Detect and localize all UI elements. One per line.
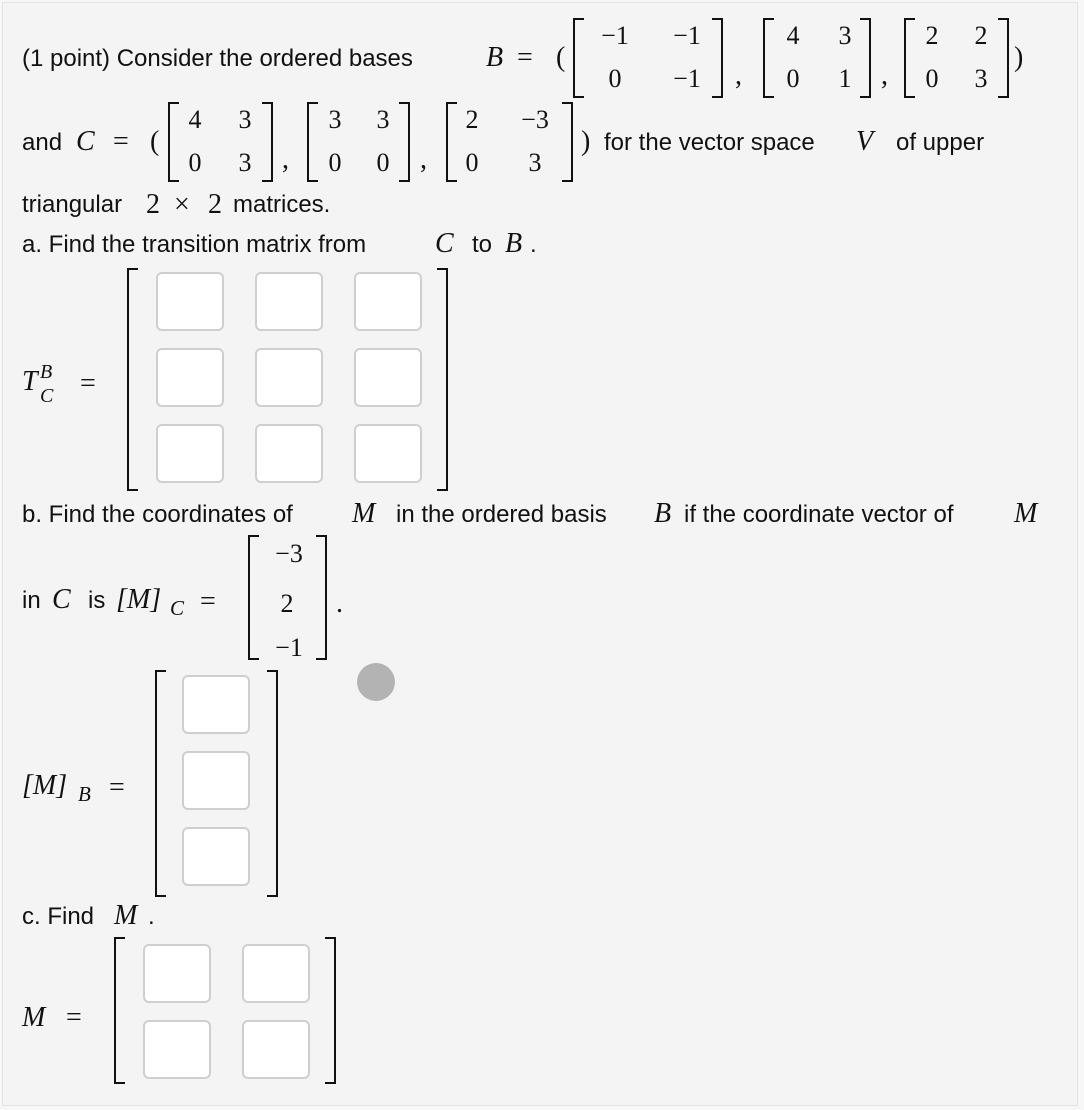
matrix-entry: 0 xyxy=(608,64,622,93)
part-b-m2: M xyxy=(1014,498,1038,529)
vector-entry: −3 xyxy=(275,539,303,568)
bracket-left xyxy=(763,18,774,98)
matrix-entry: 4 xyxy=(786,21,800,50)
vector-bracket-right xyxy=(316,535,327,660)
part-b-in: in xyxy=(22,587,41,614)
mb-cell-3[interactable] xyxy=(182,827,250,886)
part-b-basis: B xyxy=(654,498,672,529)
intro-line3: triangular xyxy=(22,191,123,218)
matrix-bracket-right xyxy=(325,937,336,1084)
transition-cell-1-1[interactable] xyxy=(156,272,224,331)
comma: , xyxy=(881,60,888,91)
m-cell-1-2[interactable] xyxy=(242,944,310,1003)
intro-matrices: matrices. xyxy=(233,191,331,218)
matrix-entry: 3 xyxy=(376,105,390,134)
basis-c-name: C xyxy=(76,126,95,157)
part-a-to: B xyxy=(505,228,523,259)
matrix-entry: 0 xyxy=(786,64,800,93)
bracket-right xyxy=(399,102,410,182)
left-paren: ( xyxy=(150,126,160,157)
intro-and: and xyxy=(22,129,63,156)
bracket-right xyxy=(712,18,723,98)
transition-cell-3-2[interactable] xyxy=(255,424,323,483)
status-indicator xyxy=(357,663,395,701)
transition-cell-2-1[interactable] xyxy=(156,348,224,407)
intro-prefix: (1 point) Consider the ordered bases xyxy=(22,45,413,72)
left-paren: ( xyxy=(556,42,566,73)
transition-cell-3-3[interactable] xyxy=(354,424,422,483)
comma: , xyxy=(735,60,742,91)
matrix-entry: 1 xyxy=(838,64,852,93)
transition-sup: B xyxy=(40,361,53,383)
matrix-bracket-left xyxy=(127,268,138,491)
transition-symbol: T xyxy=(22,366,38,397)
part-a-from: C xyxy=(435,228,454,259)
transition-cell-1-3[interactable] xyxy=(354,272,422,331)
bracket-right xyxy=(860,18,871,98)
m-lhs: M xyxy=(22,1002,46,1033)
mc-sub: C xyxy=(170,596,185,620)
part-a-end: . xyxy=(530,231,537,258)
part-c-end: . xyxy=(148,903,155,930)
matrix-bracket-left xyxy=(114,937,125,1084)
transition-cell-3-1[interactable] xyxy=(156,424,224,483)
vector-bracket-right xyxy=(267,670,278,897)
matrix-entry: −1 xyxy=(673,21,701,50)
matrix-entry: 0 xyxy=(925,64,939,93)
dim-b: 2 xyxy=(208,189,222,220)
space-name: V xyxy=(856,126,874,157)
part-b-tail: if the coordinate vector of xyxy=(684,501,954,528)
bracket-right xyxy=(562,102,573,182)
equals-sign: = xyxy=(200,586,216,617)
part-b-label: b. Find the coordinates of xyxy=(22,501,293,528)
matrix-entry: 3 xyxy=(528,148,542,177)
matrix-entry: −3 xyxy=(521,105,549,134)
bracket-left xyxy=(168,102,179,182)
mb-lhs: [M] xyxy=(22,770,68,801)
intro-of-upper: of upper xyxy=(896,129,985,156)
intro-suffix: for the vector space xyxy=(604,129,815,156)
matrix-entry: 0 xyxy=(465,148,479,177)
equals-sign: = xyxy=(517,42,533,73)
bracket-left xyxy=(573,18,584,98)
matrix-bracket-right xyxy=(437,268,448,491)
equals-sign: = xyxy=(80,368,96,399)
matrix-entry: 2 xyxy=(974,21,988,50)
matrix-entry: 2 xyxy=(465,105,479,134)
dim-a: 2 xyxy=(146,189,160,220)
matrix-entry: 4 xyxy=(188,105,202,134)
equals-sign: = xyxy=(66,1002,82,1033)
bracket-left xyxy=(307,102,318,182)
bracket-right xyxy=(998,18,1009,98)
part-b-c: C xyxy=(52,584,71,615)
mb-cell-1[interactable] xyxy=(182,675,250,734)
m-cell-2-2[interactable] xyxy=(242,1020,310,1079)
part-c-label: c. Find xyxy=(22,903,95,930)
right-paren: ) xyxy=(1014,42,1024,73)
vector-bracket-left xyxy=(248,535,259,660)
comma: , xyxy=(420,144,427,175)
right-paren: ) xyxy=(581,126,591,157)
part-a-to-word: to xyxy=(472,231,493,258)
matrix-entry: 0 xyxy=(188,148,202,177)
part-c-m: M xyxy=(114,900,138,931)
times-sign: × xyxy=(174,189,190,220)
part-b-m: M xyxy=(352,498,376,529)
bracket-right xyxy=(262,102,273,182)
part-a-label: a. Find the transition matrix from xyxy=(22,231,367,258)
bracket-left xyxy=(446,102,457,182)
mb-cell-2[interactable] xyxy=(182,751,250,810)
bracket-left xyxy=(904,18,915,98)
transition-cell-2-3[interactable] xyxy=(354,348,422,407)
comma: , xyxy=(282,144,289,175)
matrix-entry: 3 xyxy=(328,105,342,134)
matrix-entry: 3 xyxy=(238,148,252,177)
matrix-entry: 3 xyxy=(238,105,252,134)
matrix-entry: 0 xyxy=(376,148,390,177)
vector-entry: −1 xyxy=(275,633,303,662)
vector-entry: 2 xyxy=(280,589,294,618)
matrix-entry: −1 xyxy=(673,64,701,93)
period: . xyxy=(336,588,343,619)
matrix-entry: 0 xyxy=(328,148,342,177)
vector-bracket-left xyxy=(155,670,166,897)
transition-cell-2-2[interactable] xyxy=(255,348,323,407)
part-b-is: is xyxy=(88,587,106,614)
matrix-entry: 3 xyxy=(974,64,988,93)
m-cell-2-1[interactable] xyxy=(143,1020,211,1079)
matrix-entry: −1 xyxy=(601,21,629,50)
equals-sign: = xyxy=(113,126,129,157)
equals-sign: = xyxy=(109,772,125,803)
basis-b-name: B xyxy=(486,42,504,73)
mc-lhs: [M] xyxy=(116,584,162,615)
mb-sub: B xyxy=(78,782,91,806)
transition-cell-1-2[interactable] xyxy=(255,272,323,331)
part-b-mid: in the ordered basis xyxy=(396,501,607,528)
transition-sub: C xyxy=(40,385,54,407)
matrix-entry: 2 xyxy=(925,21,939,50)
m-cell-1-1[interactable] xyxy=(143,944,211,1003)
matrix-entry: 3 xyxy=(838,21,852,50)
